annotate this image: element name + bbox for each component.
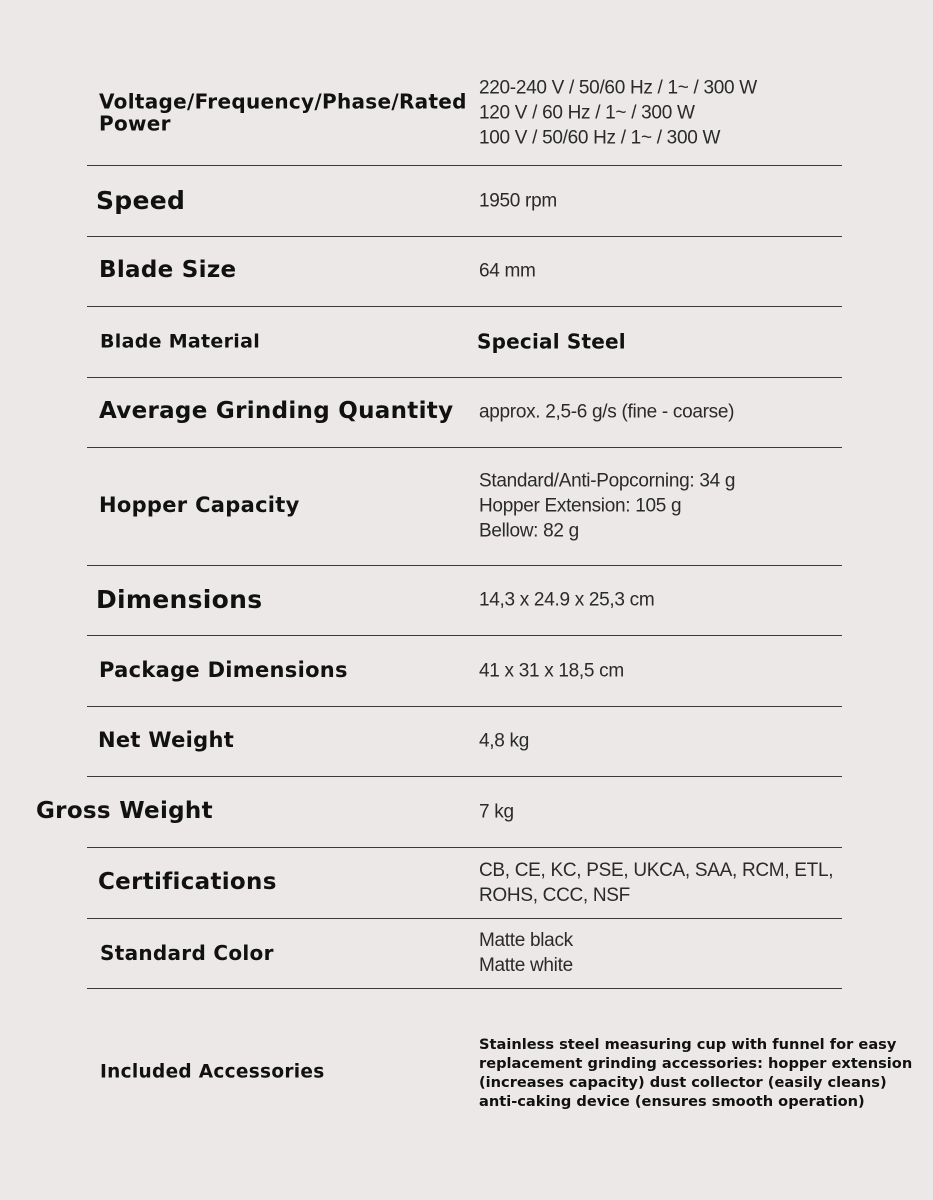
- spec-value-line: replacement grinding accessories: hopper extension: [479, 1055, 913, 1072]
- spec-value-line: 220-240 V / 50/60 Hz / 1~ / 300 W: [479, 77, 757, 98]
- spec-row-included-accessories: [0, 1020, 933, 1126]
- spec-value: [479, 259, 536, 284]
- spec-label: Standard Color: [100, 940, 274, 965]
- spec-value-line: Hopper Extension: 105 g: [479, 495, 682, 517]
- spec-value-line: 4,8 kg: [479, 730, 529, 752]
- spec-value-line: Bellow: 82 g: [479, 520, 579, 542]
- spec-row-hopper-capacity: [0, 447, 933, 565]
- spec-row-blade-material: [0, 306, 933, 377]
- spec-label: Voltage/Frequency/Phase/Rated Power: [99, 89, 467, 136]
- spec-row-grinding-quantity: [0, 377, 933, 447]
- spec-value-line: Matte black: [479, 930, 573, 951]
- spec-row-certifications: [0, 847, 933, 918]
- spec-label: Blade Material: [100, 329, 261, 352]
- spec-label: Blade Size: [99, 257, 237, 284]
- spec-value-line: 14,3 x 24.9 x 25,3 cm: [479, 589, 655, 611]
- spec-row-package-dimensions: [0, 635, 933, 706]
- spec-row-blade-size: [0, 236, 933, 306]
- spec-value-line: (increases capacity) dust collector (easily cleans): [479, 1074, 887, 1091]
- spec-value-line: Standard/Anti-Popcorning: 34 g: [479, 470, 736, 492]
- spec-value-line: 41 x 31 x 18,5 cm: [479, 660, 624, 681]
- spec-label: Certifications: [98, 868, 277, 895]
- spec-value-line: 120 V / 60 Hz / 1~ / 300 W: [479, 102, 695, 123]
- spec-value-line: CB, CE, KC, PSE, UKCA, SAA, RCM, ETL,: [479, 859, 834, 881]
- spec-value-line: 100 V / 50/60 Hz / 1~ / 300 W: [479, 127, 721, 148]
- spec-row-voltage: [0, 60, 933, 165]
- spec-value: [479, 188, 557, 213]
- spec-value: [479, 928, 573, 978]
- spec-label: Included Accessories: [100, 1061, 325, 1083]
- spec-value-line: Matte white: [479, 955, 573, 976]
- spec-value-line: ROHS, CCC, NSF: [479, 884, 630, 906]
- spec-value-line: 64 mm: [479, 260, 536, 282]
- spec-label: Hopper Capacity: [99, 493, 300, 518]
- spec-value-line: Special Steel: [477, 329, 626, 353]
- spec-value-line: 7 kg: [479, 801, 514, 822]
- spec-value: [479, 1035, 912, 1111]
- spec-label: Package Dimensions: [99, 657, 348, 682]
- spec-value: [479, 799, 514, 824]
- spec-label: Speed: [96, 185, 186, 215]
- spec-label: Dimensions: [96, 585, 263, 614]
- spec-row-gross-weight: [0, 776, 933, 847]
- spec-value-line: approx. 2,5-6 g/s (fine - coarse): [479, 401, 735, 423]
- spec-row-speed: [0, 165, 933, 236]
- spec-value: [479, 658, 624, 683]
- spec-label: Gross Weight: [36, 797, 213, 824]
- spec-value: [479, 469, 735, 544]
- spec-value: [479, 75, 757, 150]
- spec-value: [479, 588, 654, 613]
- spec-value: [479, 729, 529, 754]
- spec-value: [479, 858, 833, 908]
- spec-row-net-weight: [0, 706, 933, 776]
- spec-label: Average Grinding Quantity: [99, 398, 454, 425]
- spec-row-standard-color: [0, 918, 933, 988]
- spec-value: [477, 329, 626, 354]
- spec-value-line: 1950 rpm: [479, 190, 557, 211]
- spec-value-line: anti-caking device (ensures smooth operation): [479, 1093, 865, 1110]
- spec-value: [479, 400, 734, 425]
- spec-row-dimensions: [0, 565, 933, 635]
- spec-value-line: Stainless steel measuring cup with funnel for easy: [479, 1036, 897, 1053]
- spec-label: Net Weight: [98, 728, 235, 753]
- row-divider: [87, 988, 842, 989]
